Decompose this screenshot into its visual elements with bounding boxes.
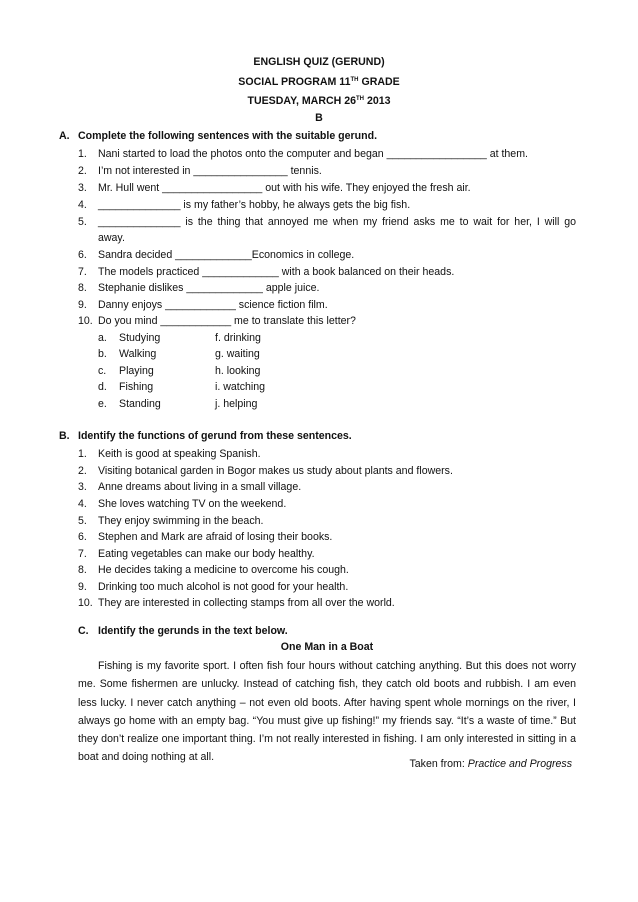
question-text: ______________ is the thing that annoyed me when my friend asks me to wait for her, I will go <box>98 216 576 228</box>
question-number: 10. <box>78 315 93 327</box>
option-right: h. looking <box>215 365 261 377</box>
question-number: 10. <box>78 597 93 609</box>
quiz-title: ENGLISH QUIZ (GERUND) <box>253 56 385 68</box>
question-number: 9. <box>78 581 87 593</box>
source-label: Taken from: <box>409 758 468 770</box>
date-line <box>0 92 638 108</box>
option-word: Fishing <box>119 381 154 393</box>
program-suffix: GRADE <box>358 76 400 88</box>
source-citation <box>409 757 572 771</box>
option-letter: a. <box>98 332 107 344</box>
question-number: 3. <box>78 182 87 194</box>
question-number: 9. <box>78 299 87 311</box>
option-right: f. drinking <box>215 332 261 344</box>
question-text: Sandra decided _____________Economics in college. <box>98 249 355 261</box>
question-text: ______________ is my father’s hobby, he always gets the big fish. <box>98 199 411 211</box>
option-letter: d. <box>98 381 107 393</box>
option-letter: c. <box>98 365 107 377</box>
option-letter: b. <box>98 348 107 360</box>
question-text: They enjoy swimming in the beach. <box>98 515 264 527</box>
section-a-instruction: Complete the following sentences with the suitable gerund. <box>78 130 378 142</box>
question-number: 6. <box>78 531 87 543</box>
section-a-letter: A. <box>59 130 70 142</box>
story-title: One Man in a Boat <box>280 641 374 653</box>
option-word: Standing <box>119 398 161 410</box>
section-c-letter: C. <box>78 625 89 637</box>
version-label: B <box>315 112 323 124</box>
question-number: 8. <box>78 282 87 294</box>
section-b-letter: B. <box>59 430 70 442</box>
question-number: 4. <box>78 199 87 211</box>
question-text: Visiting botanical garden in Bogor makes us study about plants and flowers. <box>98 465 453 477</box>
story-paragraph: Fishing is my favorite sport. I often fish four hours without catching anything. But this does not worry me. Some fishermen are unlucky. Instead of catching fish, they catch old boots and rubbish. I am even less lucky. I never catch anything – not even old boots. After having spent whole mornings on the river, I always go home with an empty bag. “You must give up fishing!” my friends say. “It’s a waste of time.” But they don’t realize one important thing. I’m not really interested in fishing. I am only interested in sitting in a boat and doing nothing at all. <box>78 660 576 764</box>
question-number: 1. <box>78 148 87 160</box>
date-suffix: 2013 <box>364 95 391 107</box>
question-number: 6. <box>78 249 87 261</box>
question-text: He decides taking a medicine to overcome his cough. <box>98 564 349 576</box>
question-number: 3. <box>78 481 87 493</box>
question-text: Stephen and Mark are afraid of losing their books. <box>98 531 333 543</box>
question-number: 8. <box>78 564 87 576</box>
program-prefix: SOCIAL PROGRAM 11 <box>238 76 351 88</box>
question-text: Keith is good at speaking Spanish. <box>98 448 261 460</box>
question-number: 4. <box>78 498 87 510</box>
question-text: She loves watching TV on the weekend. <box>98 498 287 510</box>
section-c-instruction: Identify the gerunds in the text below. <box>98 625 288 637</box>
question-text: Danny enjoys ____________ science fiction film. <box>98 299 328 311</box>
option-right: i. watching <box>215 381 266 393</box>
option-word: Playing <box>119 365 154 377</box>
option-word: Studying <box>119 332 161 344</box>
question-text: Nani started to load the photos onto the computer and began _________________ at them. <box>98 148 528 160</box>
question-number: 1. <box>78 448 87 460</box>
question-number: 5. <box>78 515 87 527</box>
date-sup: TH <box>356 96 364 102</box>
option-right: g. waiting <box>215 348 260 360</box>
option-right: j. helping <box>215 398 258 410</box>
date-prefix: TUESDAY, MARCH 26 <box>247 95 356 107</box>
option-letter: e. <box>98 398 107 410</box>
question-text: Do you mind ____________ me to translate this letter? <box>98 315 356 327</box>
question-text: Anne dreams about living in a small village. <box>98 481 302 493</box>
program-line <box>0 73 638 89</box>
question-text: Mr. Hull went _________________ out with his wife. They enjoyed the fresh air. <box>98 182 471 194</box>
source-title: Practice and Progress <box>467 758 572 770</box>
option-word: Walking <box>119 348 157 360</box>
question-text: They are interested in collecting stamps from all over the world. <box>98 597 395 609</box>
question-text: The models practiced _____________ with a book balanced on their heads. <box>98 266 455 278</box>
question-number: 7. <box>78 266 87 278</box>
question-number: 2. <box>78 165 87 177</box>
program-sup: TH <box>350 77 359 83</box>
question-text-continued: away. <box>98 232 125 244</box>
question-number: 7. <box>78 548 87 560</box>
question-number: 2. <box>78 465 87 477</box>
section-b-instruction: Identify the functions of gerund from these sentences. <box>78 430 352 442</box>
question-number: 5. <box>78 216 87 228</box>
question-text: Eating vegetables can make our body healthy. <box>98 548 315 560</box>
question-text: I’m not interested in ________________ tennis. <box>98 165 322 177</box>
question-text: Drinking too much alcohol is not good for your health. <box>98 581 349 593</box>
question-text: Stephanie dislikes _____________ apple juice. <box>98 282 320 294</box>
